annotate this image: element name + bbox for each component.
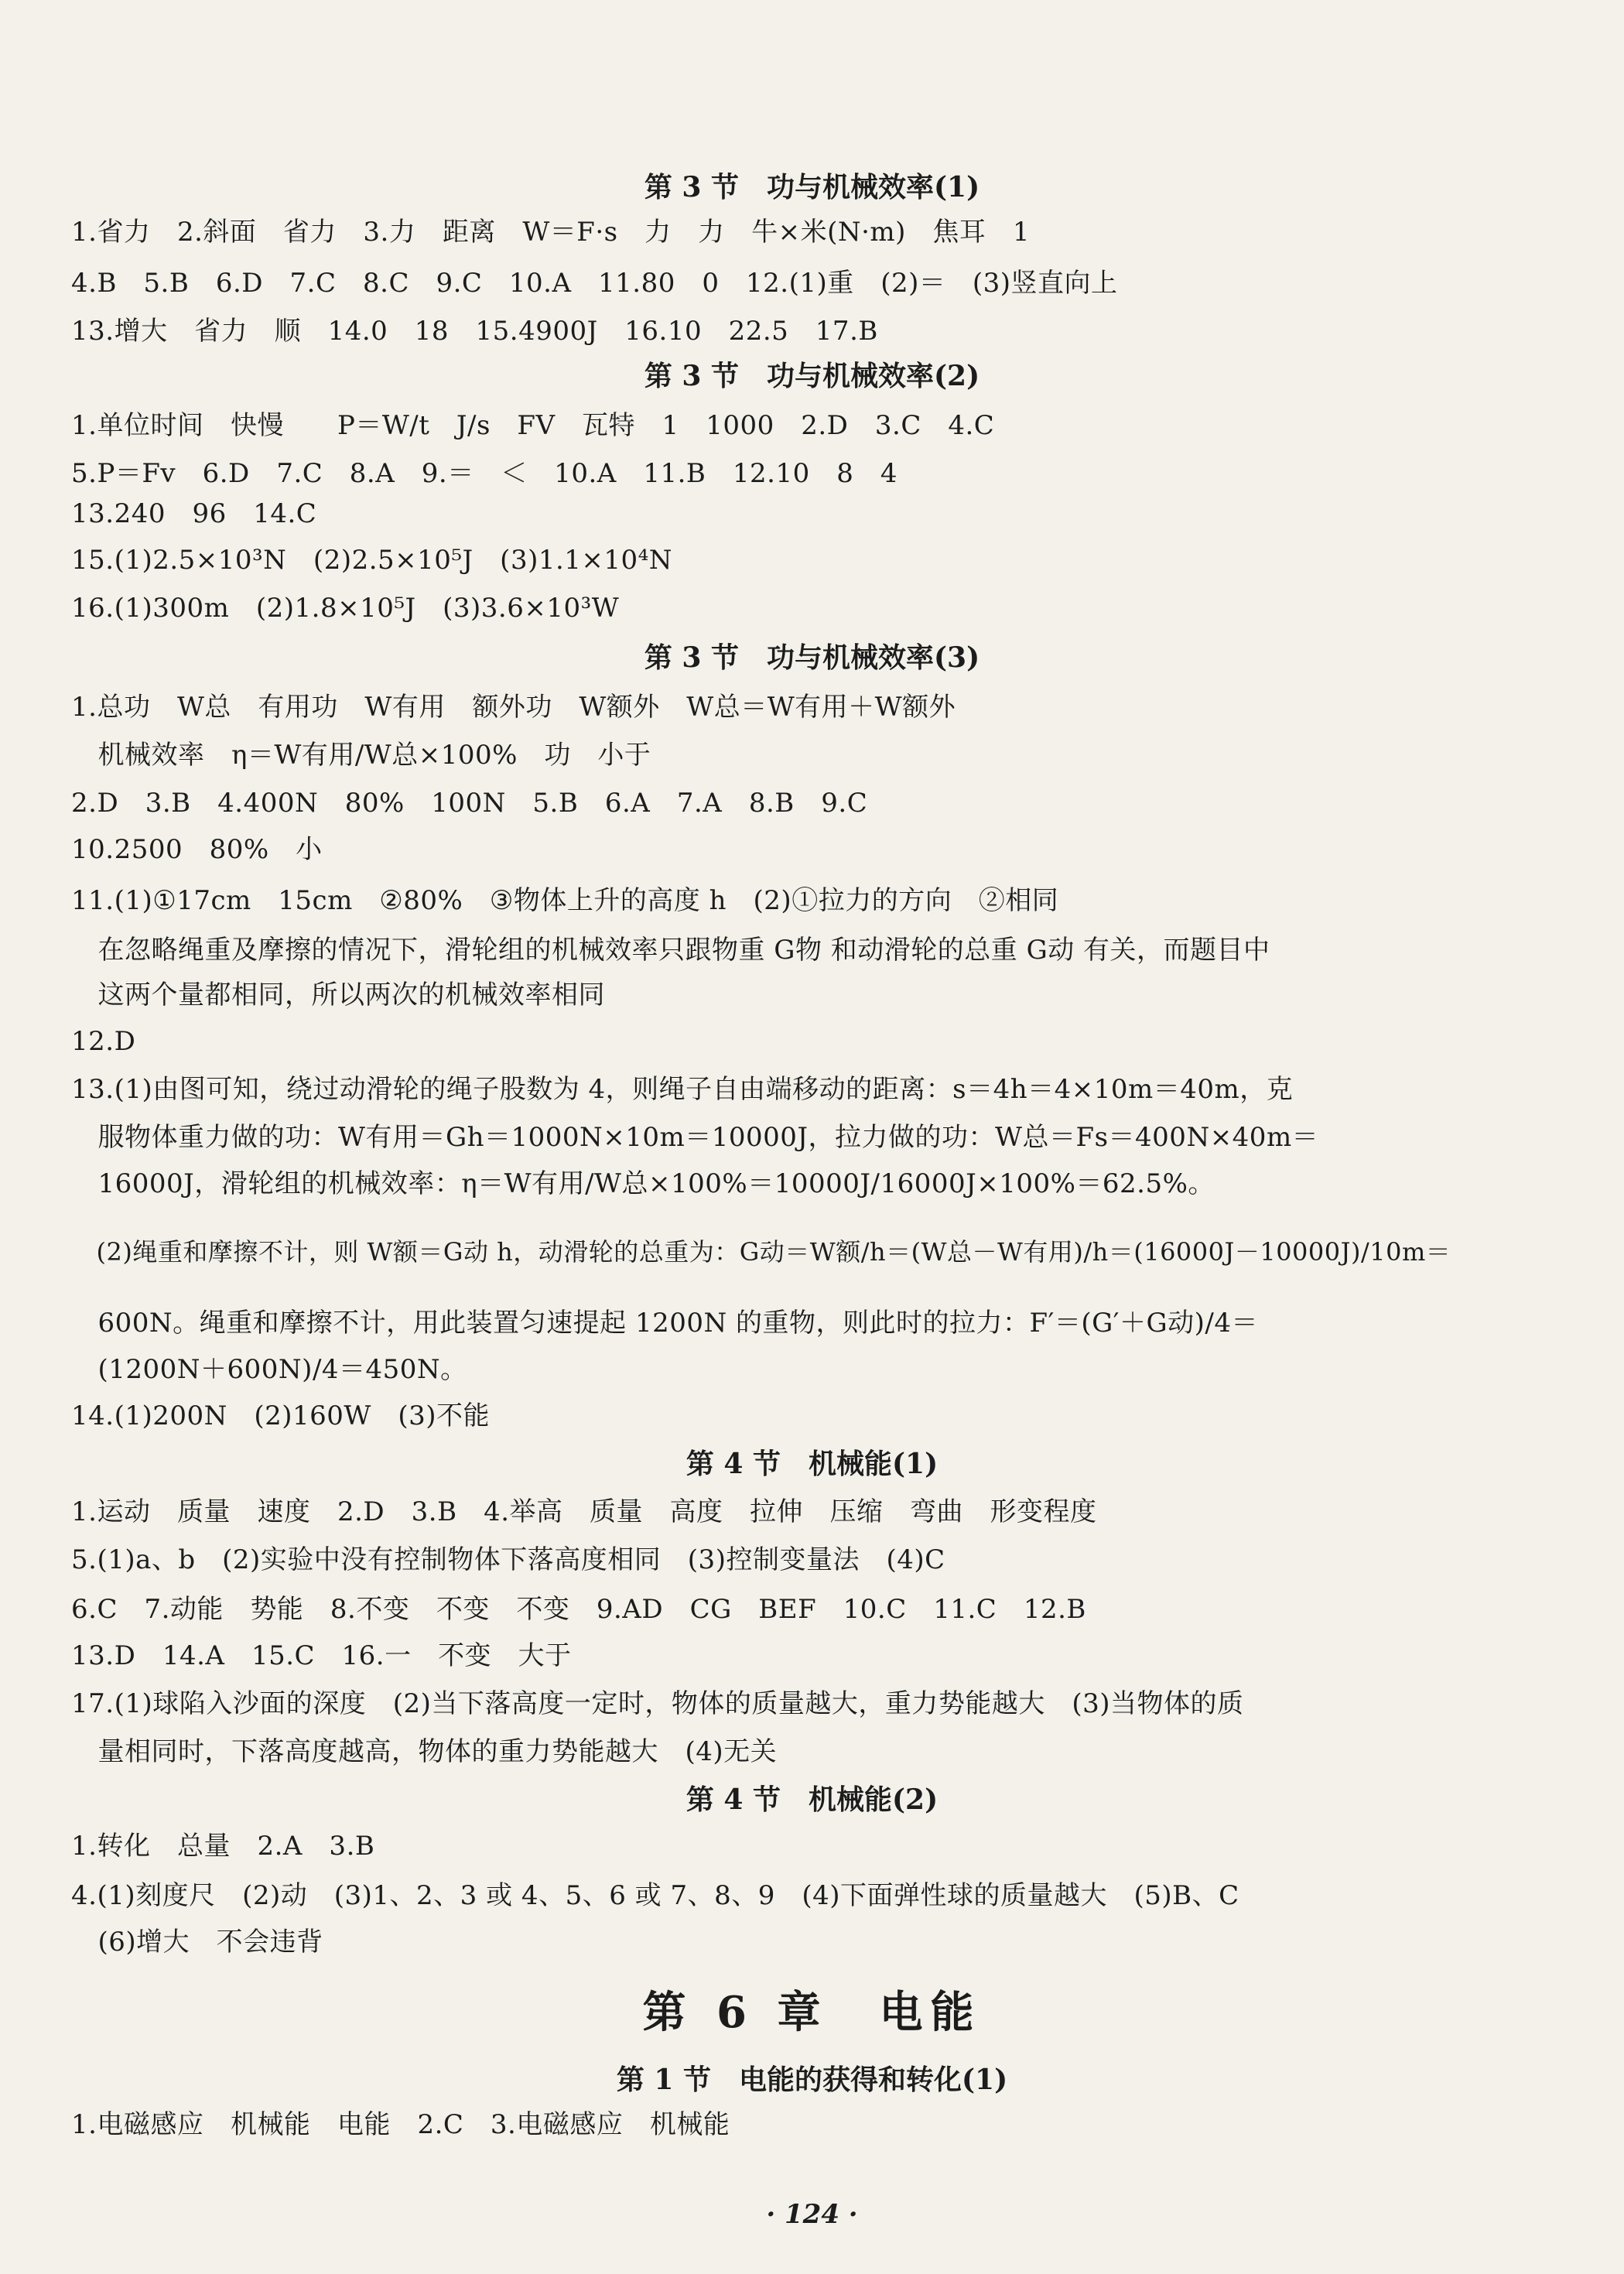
chapter-title: 第 6 章 电能 xyxy=(642,1987,982,2038)
answer-line: 1.单位时间 快慢 P＝W/t J/s FV 瓦特 1 1000 2.D 3.C 4.C xyxy=(71,410,995,441)
answer-line: 16000J，滑轮组的机械效率：η＝W有用/W总×100%＝10000J/16000J×100%＝62.5%。 xyxy=(71,1168,1215,1199)
answer-line: 16.(1)300m (2)1.8×10⁵J (3)3.6×10³W xyxy=(71,593,620,624)
section-heading: 第 1 节 电能的获得和转化(1) xyxy=(616,2064,1008,2096)
answer-line: 服物体重力做的功：W有用＝Gh＝1000N×10m＝10000J，拉力做的功：W总＝Fs＝400N×40m＝ xyxy=(71,1122,1319,1153)
answer-line: 6.C 7.动能 势能 8.不变 不变 不变 9.AD CG BEF 10.C 11.C 12.B xyxy=(71,1594,1086,1625)
section-heading: 第 4 节 机械能(1) xyxy=(685,1448,939,1480)
section-heading: 第 3 节 功与机械效率(2) xyxy=(644,360,980,392)
answer-line: 13.(1)由图可知，绕过动滑轮的绳子股数为 4，则绳子自由端移动的距离：s＝4h＝4×10m＝40m，克 xyxy=(71,1074,1294,1105)
answer-line: 这两个量都相同，所以两次的机械效率相同 xyxy=(71,980,605,1010)
answer-line: (1200N＋600N)/4＝450N。 xyxy=(71,1354,467,1385)
answer-line: 量相同时，下落高度越高，物体的重力势能越大 (4)无关 xyxy=(71,1736,778,1767)
answer-line: (2)绳重和摩擦不计，则 W额＝G动 h，动滑轮的总重为：G动＝W额/h＝(W总－W有用)/h＝(16000J－10000J)/10m＝ xyxy=(71,1237,1451,1267)
answer-line: 13.增大 省力 顺 14.0 18 15.4900J 16.10 22.5 17.B xyxy=(71,316,878,347)
answer-line: 4.B 5.B 6.D 7.C 8.C 9.C 10.A 11.80 0 12.(1)重 (2)＝ (3)竖直向上 xyxy=(71,268,1118,299)
section-heading: 第 4 节 机械能(2) xyxy=(685,1783,939,1816)
page-number: · 124 · xyxy=(766,2199,858,2230)
answer-line: 1.运动 质量 速度 2.D 3.B 4.举高 质量 高度 拉伸 压缩 弯曲 形变程度 xyxy=(71,1496,1097,1527)
answer-line: 1.电磁感应 机械能 电能 2.C 3.电磁感应 机械能 xyxy=(71,2109,730,2140)
answer-line: 11.(1)①17cm 15cm ②80% ③物体上升的高度 h (2)①拉力的方向 ②相同 xyxy=(71,885,1059,916)
answer-line: 13.240 96 14.C xyxy=(71,498,317,529)
section-heading: 第 3 节 功与机械效率(3) xyxy=(644,641,980,674)
answer-line: 1.总功 W总 有用功 W有用 额外功 W额外 W总＝W有用＋W额外 xyxy=(71,692,956,723)
answer-line: 1.转化 总量 2.A 3.B xyxy=(71,1831,375,1862)
answer-line: 10.2500 80% 小 xyxy=(71,834,323,865)
answer-line: 12.D xyxy=(71,1026,136,1057)
section-heading: 第 3 节 功与机械效率(1) xyxy=(644,171,980,203)
answer-line: 5.(1)a、b (2)实验中没有控制物体下落高度相同 (3)控制变量法 (4)C xyxy=(71,1544,945,1575)
answer-line: 17.(1)球陷入沙面的深度 (2)当下落高度一定时，物体的质量越大，重力势能越大 (3)当物体的质 xyxy=(71,1688,1244,1719)
answer-line: (6)增大 不会违背 xyxy=(71,1927,323,1958)
answer-line: 在忽略绳重及摩擦的情况下，滑轮组的机械效率只跟物重 G物 和动滑轮的总重 G动 有关，而题目中 xyxy=(71,935,1270,966)
answer-line: 600N。绳重和摩擦不计，用此装置匀速提起 1200N 的重物，则此时的拉力：F′＝(G′＋G动)/4＝ xyxy=(71,1308,1259,1339)
answer-line: 14.(1)200N (2)160W (3)不能 xyxy=(71,1400,491,1431)
answer-line: 2.D 3.B 4.400N 80% 100N 5.B 6.A 7.A 8.B 9.C xyxy=(71,788,868,819)
answer-line: 机械效率 η＝W有用/W总×100% 功 小于 xyxy=(71,740,651,771)
answer-line: 5.P＝Fv 6.D 7.C 8.A 9.＝ ＜ 10.A 11.B 12.10 8 4 xyxy=(71,458,897,489)
answer-line: 13.D 14.A 15.C 16.一 不变 大于 xyxy=(71,1640,572,1671)
answer-line: 4.(1)刻度尺 (2)动 (3)1、2、3 或 4、5、6 或 7、8、9 (4)下面弹性球的质量越大 (5)B、C xyxy=(71,1880,1239,1911)
answer-line: 1.省力 2.斜面 省力 3.力 距离 W＝F·s 力 力 牛×米(N·m) 焦耳 1 xyxy=(71,217,1031,248)
answer-line: 15.(1)2.5×10³N (2)2.5×10⁵J (3)1.1×10⁴N xyxy=(71,545,673,576)
